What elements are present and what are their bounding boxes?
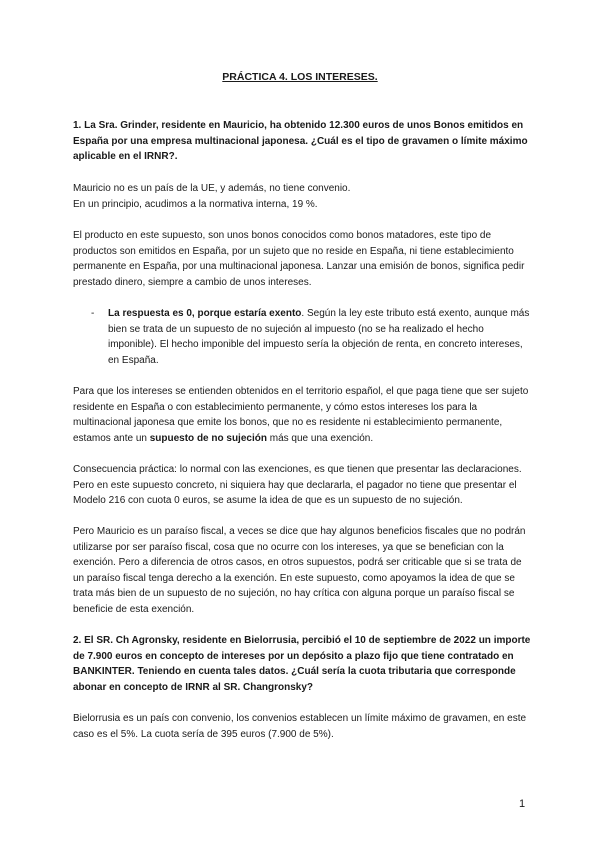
paragraph-mauricio	[73, 181, 531, 212]
question-1-label: 1.	[73, 120, 82, 131]
bullet-bold-text: La respuesta es 0, porque estaría exento	[108, 308, 302, 319]
page-number: 1	[519, 798, 526, 810]
paragraph-paraiso	[73, 524, 531, 617]
page-title: PRÁCTICA 4. LOS INTERESES.	[222, 71, 378, 83]
paragraph-bielorrusia-text: Bielorrusia es un país con convenio, los convenios establecen un límite máximo de gravamen, en este caso es el 5%. La cuota sería de 395 euros (7.900 de 5%).	[73, 713, 527, 740]
paragraph-producto-text: El producto en este supuesto, son unos bonos conocidos como bonos matadores, este tipo de productos son emitidos en España, por un sujeto que no reside en España, ni tiene establecimiento permanente en España, por una multinacional japonesa. Lanzar una emisión de bonos, significa pedir prestado dinero, siempre a cambio de unos intereses.	[73, 230, 525, 288]
paragraph-territorio-text: Para que los intereses se entienden obtenidos en el territorio español, el que paga tiene que ser sujeto residente en España o con establecimiento permanente, y cómo estos intereses los para la multinacional japonesa que emite los bonos, que no es residente ni establecimiento permanente, estamos ante un	[73, 386, 529, 444]
paragraph-mauricio-line-1: Mauricio no es un país de la UE, y además, no tiene convenio.	[73, 183, 351, 194]
paragraph-consecuencia	[73, 462, 531, 509]
paragraph-territorio-bold: supuesto de no sujeción	[149, 432, 267, 444]
bullet-item	[93, 306, 533, 368]
paragraph-mauricio-line-2: En un principio, acudimos a la normativa interna, 19 %.	[73, 198, 318, 210]
paragraph-paraiso-text: Pero Mauricio es un paraíso fiscal, a veces se dice que hay algunos beneficios fiscales que no podrán utilizarse por ser paraíso fiscal, cosa que no ocurre con los intereses, ya que se benefician con la exención. Pero a diferencia de otros casos, en otros supuestos, podrá ser criticable que si se trata de un paraíso fiscal tenga derecho a la exención. En este supuesto, como apoyamos la idea de que se trata más bien de un supuesto de no sujeción, no hay crítica con alguna porque un paraíso fiscal se beneficie de esta exención.	[73, 526, 526, 615]
question-1-text: La Sra. Grinder, residente en Mauricio, ha obtenido 12.300 euros de unos Bonos emitidos en España por una empresa multinacional japonesa. ¿Cuál es el tipo de gravamen o límite máximo aplicable en el IRNR?.	[73, 120, 528, 162]
bullet-dash: -	[91, 308, 95, 319]
paragraph-territorio-tail: más que una exención.	[266, 432, 374, 444]
paragraph-producto	[73, 228, 531, 290]
paragraph-consecuencia-text: Consecuencia práctica: lo normal con las exenciones, es que tienen que presentar las declaraciones. Pero en este supuesto concreto, ni siquiera hay que declararla, el pagador no tiene que presentar el Modelo 216 con cuota 0 euros, se asume la idea de que es un supuesto de no sujeción.	[73, 464, 522, 506]
bullet-rest-text: . Según la ley este tributo está exento, aunque más bien se trata de un supuesto de no sujeción al impuesto (no se ha realizado el hecho imponible). El hecho imponible del impuesto sería la objeción de renta, en concreto intereses, en España.	[108, 308, 530, 366]
question-2	[73, 633, 531, 695]
question-2-text: 2. El SR. Ch Agronsky, residente en Bielorrusia, percibió el 10 de septiembre de 2022 un importe de 7.900 euros en concepto de intereses por un depósito a plazo fijo que tiene contratado en BANKINTER. Teniendo en cuenta tales datos. ¿Cuál sería la cuota tributaria que corresponde abonar en concepto de IRNR al SR. Changronsky?	[73, 635, 531, 693]
question-1	[73, 118, 531, 165]
paragraph-bielorrusia	[73, 711, 531, 742]
paragraph-territorio	[73, 384, 531, 446]
